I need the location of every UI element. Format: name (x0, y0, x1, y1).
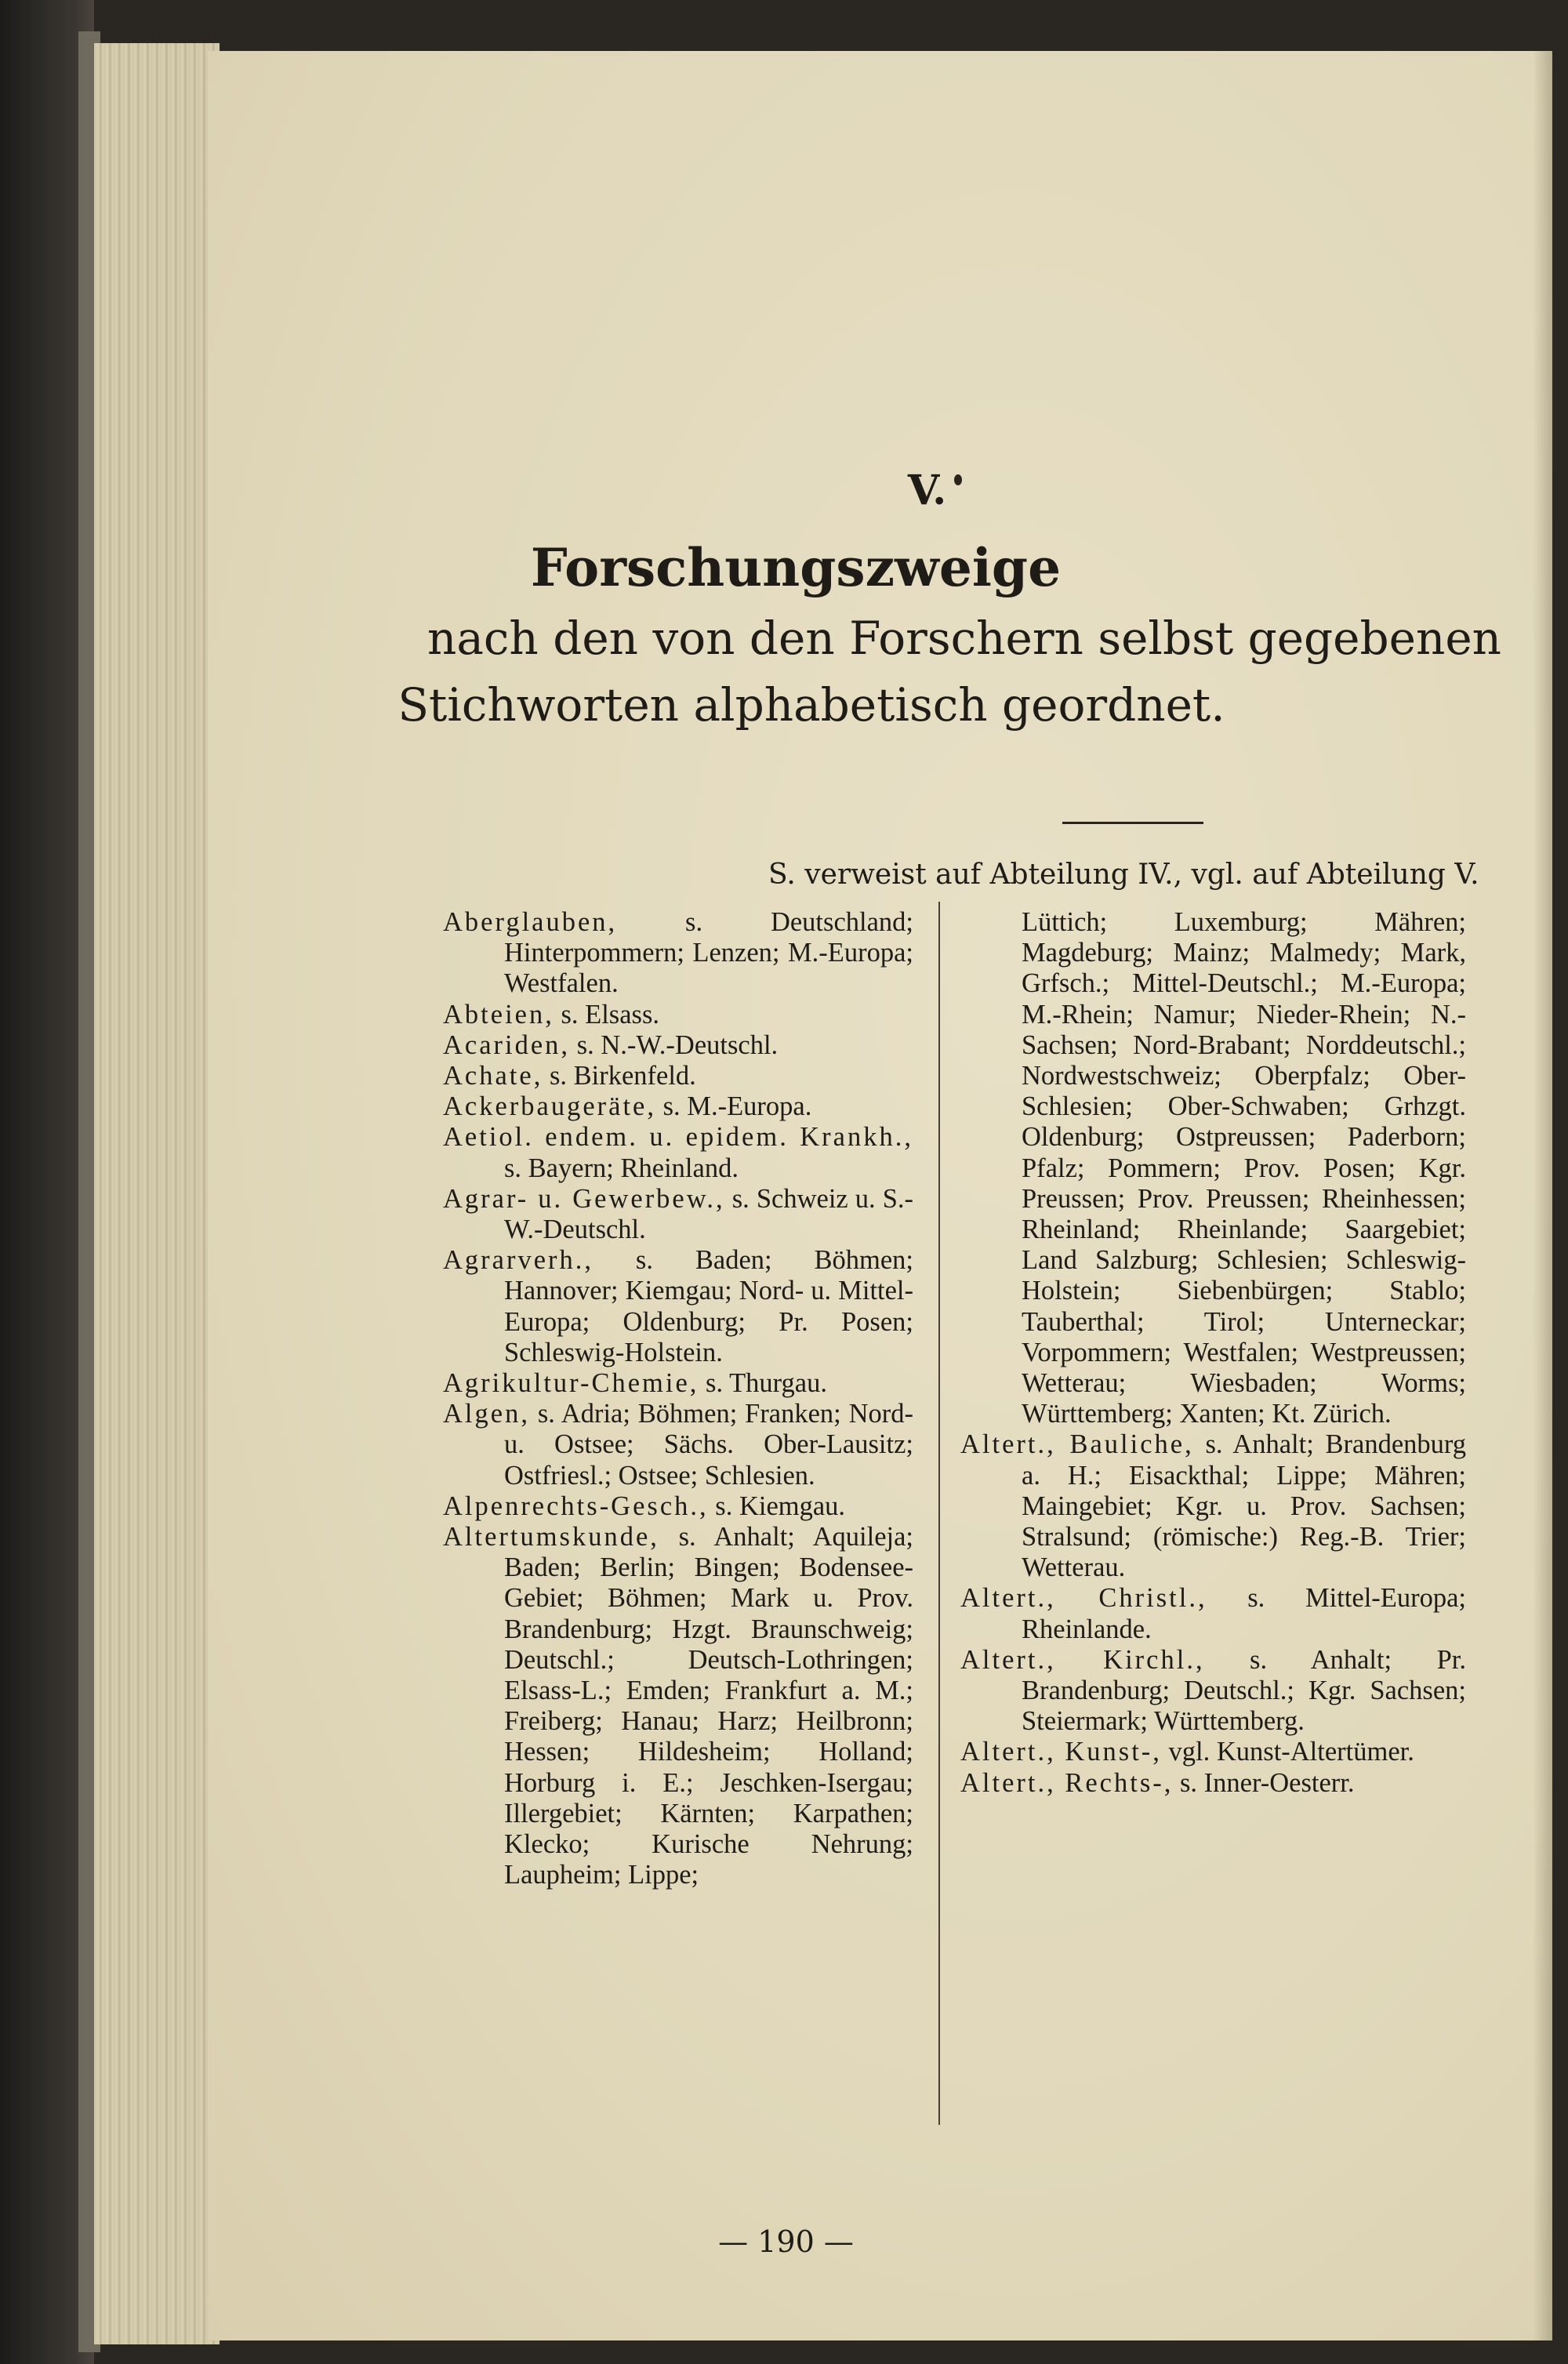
index-entry: Agrar- u. Gewerbew., s. Schweiz u. S.-W.-Deutschl. (443, 1183, 914, 1245)
index-entry: Altert., Bauliche, s. Anhalt; Brandenburg a. H.; Eisackthal; Lippe; Mähren; Maingebiet; Kgr. u. Prov. Sachsen; Stralsund; (römische:) Reg.-B. Trier; Wetterau. (960, 1429, 1467, 1583)
right-column (960, 907, 1466, 1799)
page-shadow (1533, 51, 1552, 2340)
reference-note: S. verweist auf Abteilung IV., vgl. auf Abteilung V. (768, 859, 1479, 891)
index-entry: Altert., Kunst-, vgl. Kunst-Altertümer. (960, 1737, 1414, 1767)
page-edges (94, 43, 220, 2344)
index-entry: Altertumskunde, s. Anhalt; Aquileja; Baden; Berlin; Bingen; Bodensee-Gebiet; Böhmen; Mark u. Prov. Brandenburg; Hzgt. Braunschweig; Deutschl.; Deutsch-Lothringen; Elsass-L.; Emden; Frankfurt a. M.; Freiberg; Hanau; Harz; Heilbronn; Hessen; Hildesheim; Holland; Horburg i. E.; Jeschken-Isergau; Illergebiet; Kärnten; Karpathen; Klecko; Kurische Nehrung; Laupheim; Lippe; (443, 1522, 913, 1890)
page-number: — 190 — (718, 2224, 854, 2259)
section-title: Forschungszweige (530, 537, 1062, 598)
index-entry: Altert., Rechts-, s. Inner-Oesterr. (960, 1767, 1355, 1798)
index-entry: Algen, s. Adria; Böhmen; Franken; Nord- u. Ostsee; Sächs. Ober-Lausitz; Ostfriesl.; Ostsee; Schlesien. (443, 1399, 914, 1491)
column-divider (938, 902, 940, 2125)
section-numeral: V. (907, 467, 947, 514)
index-entry: Ackerbaugeräte, s. M.-Europa. (443, 1091, 812, 1122)
section-subtitle-line2: Stichworten alphabetisch geordnet. (397, 678, 1225, 732)
index-entry: Altert., Kirchl., s. Anhalt; Pr. Brandenburg; Deutschl.; Kgr. Sachsen; Steiermark; Württemberg. (960, 1644, 1467, 1737)
section-subtitle-line1: nach den von den Forschern selbst gegebenen (427, 612, 1501, 665)
index-entry: Achate, s. Birkenfeld. (443, 1061, 696, 1091)
index-entry: Aetiol. endem. u. epidem. Krankh., s. Bayern; Rheinland. (443, 1122, 913, 1183)
index-entry: Agrarverh., s. Baden; Böhmen; Hannover; Kiemgau; Nord- u. Mittel-Europa; Oldenburg; Pr. Posen; Schleswig-Holstein. (443, 1245, 913, 1367)
title-rule (1062, 822, 1203, 824)
index-entry-continued: Lüttich; Luxemburg; Mähren; Magdeburg; Mainz; Malmedy; Mark, Grfsch.; Mittel-Deutschl.; M.-Europa; M.-Rhein; Namur; Nieder-Rhein; N.-Sachsen; Nord-Brabant; Norddeutschl.; Nordwestschweiz; Oberpfalz; Ober-Schlesien; Ober-Schwaben; Grhzgt. Oldenburg; Ostpreussen; Paderborn; Pfalz; Pommern; Prov. Posen; Kgr. Preussen; Prov. Preussen; Rheinhessen; Rheinland; Rheinlande; Saargebiet; Land Salzburg; Schlesien; Schleswig-Holstein; Siebenbürgen; Stablo; Tauberthal; Tirol; Unterneckar; Vorpommern; Westfalen; Westpreussen; Wetterau; Wiesbaden; Worms; Württemberg; Xanten; Kt. Zürich. (1022, 907, 1466, 1429)
index-entry: Alpenrechts-Gesch., s. Kiemgau. (443, 1491, 846, 1521)
book-page (208, 51, 1552, 2340)
index-entry: Aberglauben, s. Deutschland; Hinterpommern; Lenzen; M.-Europa; Westfalen. (443, 907, 913, 999)
index-entry: Abteien, s. Elsass. (443, 999, 660, 1029)
index-entry: Acariden, s. N.-W.-Deutschl. (443, 1029, 779, 1060)
index-entry: Altert., Christl., s. Mittel-Europa; Rheinlande. (960, 1583, 1466, 1644)
left-column (443, 907, 913, 1891)
index-entry: Agrikultur-Chemie, s. Thurgau. (443, 1368, 827, 1399)
